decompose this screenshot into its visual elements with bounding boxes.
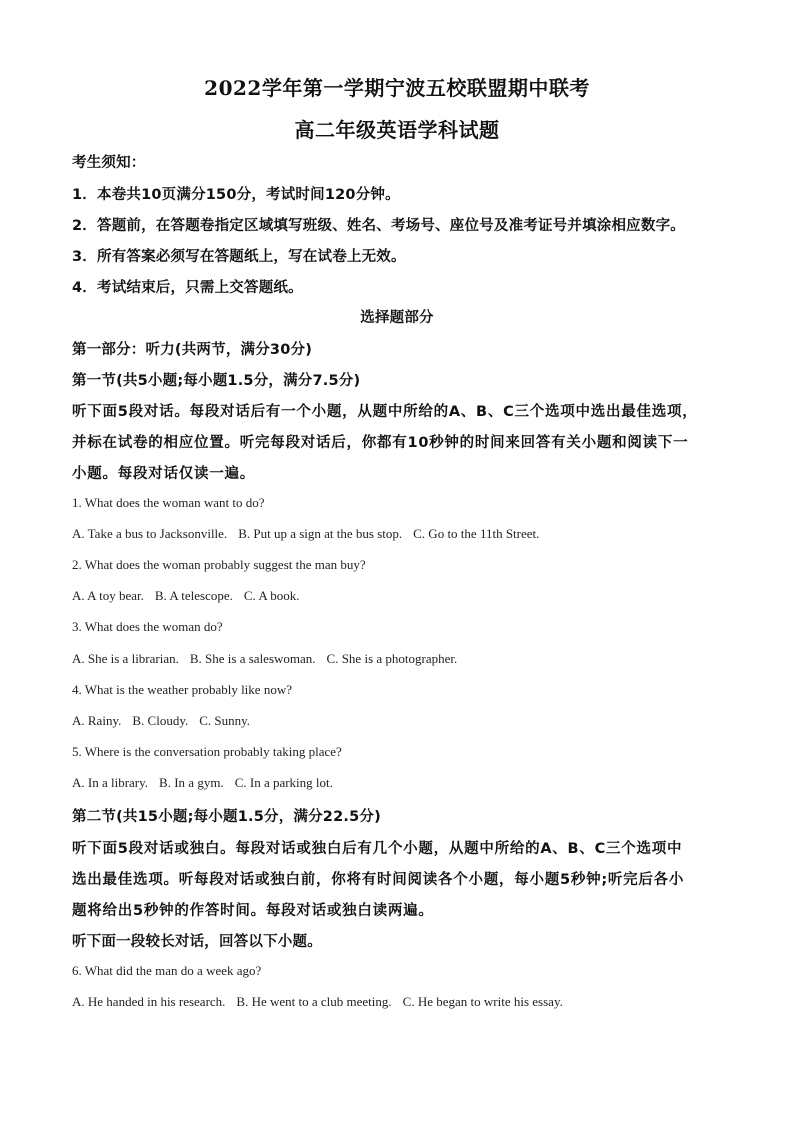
option-b: B. She is a saleswoman. — [189, 651, 316, 666]
section-one-instruction-line-1: 听下面5段对话。每段对话后有一个小题，从题中所给的A、B、C三个选项中选出最佳选项， — [72, 404, 698, 420]
option-a: A. He handed in his research. — [72, 994, 226, 1009]
option-b: B. In a gym. — [159, 775, 224, 790]
option-c: C. A book. — [243, 588, 300, 603]
option-c: C. She is a photographer. — [326, 651, 458, 666]
question-4-options — [72, 713, 261, 729]
question-1-options — [72, 526, 550, 542]
section-two-instruction-line-3: 题将给出5秒钟的作答时间。每段对话或独白读两遍。 — [72, 903, 434, 919]
question-5-options — [72, 775, 344, 791]
option-c: C. Go to the 11th Street. — [413, 526, 540, 541]
question-1: 1. What does the woman want to do? — [72, 495, 265, 510]
option-b: B. He went to a club meeting. — [236, 994, 392, 1009]
option-b: B. Put up a sign at the bus stop. — [238, 526, 403, 541]
option-c: C. Sunny. — [199, 713, 251, 728]
option-a: A. Rainy. — [72, 713, 122, 728]
section-two-heading: 第二节(共15小题;每小题1.5分，满分22.5分) — [72, 809, 381, 825]
notice-item-1: 1．本卷共10页满分150分，考试时间120分钟。 — [72, 187, 400, 203]
notice-item-2: 2．答题前，在答题卷指定区域填写班级、姓名、考场号、座位号及准考证号并填涂相应数字。 — [72, 218, 685, 234]
section-one-heading: 第一节(共5小题;每小题1.5分，满分7.5分) — [72, 373, 361, 389]
question-2: 2. What does the woman probably suggest the man buy? — [72, 557, 366, 572]
exam-title: 2022学年第一学期宁波五校联盟期中联考 — [204, 76, 590, 100]
section-one-instruction-line-3: 小题。每段对话仅读一遍。 — [72, 466, 255, 482]
question-3-options — [72, 651, 468, 667]
section-two-instruction-line-1: 听下面5段对话或独白。每段对话或独白后有几个小题，从题中所给的A、B、C三个选项中 — [72, 841, 683, 857]
notice-item-4: 4．考试结束后，只需上交答题纸。 — [72, 280, 303, 296]
option-a: A. Take a bus to Jacksonville. — [72, 526, 228, 541]
exam-subtitle: 高二年级英语学科试题 — [294, 118, 500, 142]
option-b: B. Cloudy. — [132, 713, 189, 728]
notice-item-3: 3．所有答案必须写在答题纸上，写在试卷上无效。 — [72, 249, 406, 265]
option-a: A. A toy bear. — [72, 588, 144, 603]
option-c: C. In a parking lot. — [234, 775, 333, 790]
section-heading: 选择题部分 — [360, 310, 434, 326]
question-6: 6. What did the man do a week ago? — [72, 963, 262, 978]
question-6-options — [72, 994, 574, 1010]
option-a: A. She is a librarian. — [72, 651, 179, 666]
section-two-lead: 听下面一段较长对话，回答以下小题。 — [72, 934, 322, 950]
option-c: C. He began to write his essay. — [402, 994, 563, 1009]
option-b: B. A telescope. — [154, 588, 233, 603]
section-two-instruction-line-2: 选出最佳选项。听每段对话或独白前，你将有时间阅读各个小题，每小题5秒钟;听完后各小 — [72, 872, 685, 888]
question-3: 3. What does the woman do? — [72, 619, 223, 634]
option-a: A. In a library. — [72, 775, 149, 790]
section-one-instruction-line-2: 并标在试卷的相应位置。听完每段对话后，你都有10秒钟的时间来回答有关小题和阅读下一 — [72, 435, 689, 451]
question-2-options — [72, 588, 310, 604]
part-one-heading: 第一部分：听力(共两节，满分30分) — [72, 342, 313, 358]
notice-heading: 考生须知： — [72, 155, 146, 171]
question-5: 5. Where is the conversation probably taking place? — [72, 744, 342, 759]
question-4: 4. What is the weather probably like now? — [72, 682, 292, 697]
